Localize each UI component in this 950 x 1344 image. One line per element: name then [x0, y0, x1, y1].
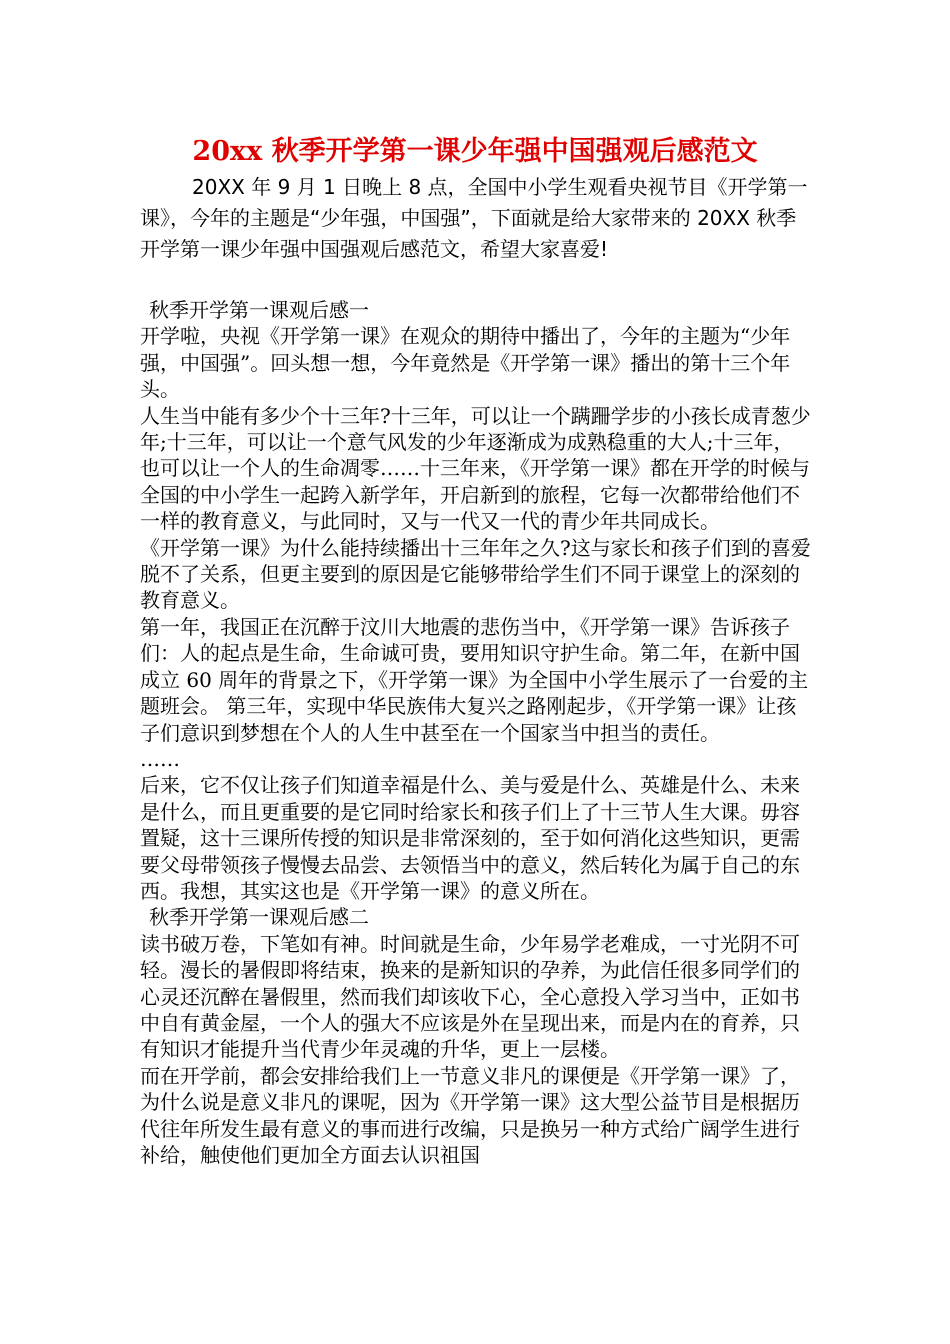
paragraph: 《开学第一课》为什么能持续播出十三年年之久?这与家长和孩子们到的喜爱脱不了关系，但更主要到的原因是它能够带给学生们不同于课堂上的深刻的教育意义。 [140, 535, 811, 613]
paragraph: 后来，它不仅让孩子们知道幸福是什么、美与爱是什么、英雄是什么、未来是什么，而且更重要的是它同时给家长和孩子们上了十三节人生大课。毋容置疑，这十三课所传授的知识是非常深刻的，至于如何消化这些知识，更需要父母带领孩子慢慢去品尝、去领悟当中的意义，然后转化为属于自己的东西。我想，其实这也是《开学第一课》的意义所在。 [140, 773, 800, 903]
intro-paragraph: 20XX 年 9 月 1 日晚上 8 点，全国中小学生观看央视节目《开学第一课》，今年的主题是“少年强，中国强”，下面就是给大家带来的 20XX 秋季开学第一课少年强中国强观后感范文，希望大家喜爱! [140, 175, 808, 261]
paragraph: 读书破万卷，下笔如有神。时间就是生命，少年易学老难成，一寸光阴不可轻。漫长的暑假即将结束，换来的是新知识的孕养，为此信任很多同学们的心灵还沉醉在暑假里，然而我们却该收下心，全心意投入学习当中，正如书中自有黄金屋，一个人的强大不应该是外在呈现出来，而是内在的育养，只有知识才能提升当代青少年灵魂的升华，更上一层楼。 [140, 931, 800, 1062]
paragraph: 人生当中能有多少个十三年?十三年，可以让一个蹒跚学步的小孩长成青葱少年;十三年，可以让一个意气风发的少年逐渐成为成熟稳重的大人;十三年，也可以让一个人的生命凋零……十三年来，《开学第一课》都在开学的时候与全国的中小学生一起跨入新学年，开启新到的旅程，它每一次都带给他们不一样的教育意义，与此同时，又与一代又一代的青少年共同成长。 [140, 403, 811, 534]
document-body [140, 297, 812, 1168]
paragraph: 开学啦，央视《开学第一课》在观众的期待中播出了，今年的主题为“少年强，中国强”。回头想一想，今年竟然是《开学第一课》播出的第十三个年头。 [140, 324, 791, 402]
paragraph: 而在开学前，都会安排给我们上一节意义非凡的课便是《开学第一课》了，为什么说是意义非凡的课呢，因为《开学第一课》这大型公益节目是根据历代往年所发生最有意义的事而进行改编，只是换另一种方式给广阔学生进行补给，触使他们更加全方面去认识祖国 [140, 1063, 800, 1167]
section-heading-1: 秋季开学第一课观后感一 [149, 298, 369, 322]
ellipsis-line: …… [140, 746, 180, 771]
document-title: 20xx 秋季开学第一课少年强中国强观后感范文 [192, 136, 758, 167]
paragraph: 第一年，我国正在沉醉于汶川大地震的悲伤当中，《开学第一课》告诉孩子们：人的起点是生命，生命诚可贵，要用知识守护生命。第二年，在新中国成立 60 周年的背景之下，《开学第一课》为全国中小学生展示了一台爱的主题班会。 第三年，实现中华民族伟大复兴之路刚起步，《开学第一课》让孩子们意识到梦想在个人的人生中甚至在一个国家当中担当的责任。 [140, 614, 809, 745]
section-heading-2: 秋季开学第一课观后感二 [149, 905, 369, 930]
